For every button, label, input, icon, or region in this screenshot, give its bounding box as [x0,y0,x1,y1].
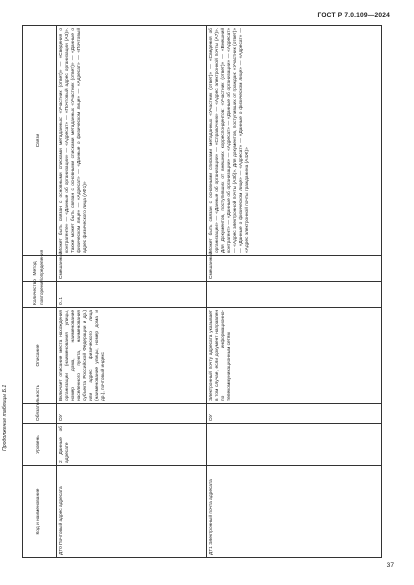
cell-description: Электронный почту адресата указывает в том случае, если документ направлен по информационно-телекоммуникационным сетям [207,308,382,404]
metadata-table [22,25,382,558]
cell-obligation: ОУ [207,404,382,424]
column-header-obligation: Обязательность [23,404,57,424]
document-code: ГОСТ Р 7.0.109—2024 [317,12,390,19]
table-continuation-label: Продолжение таблицы Б.1 [2,384,8,451]
column-header-level: Уровень [23,424,57,466]
cell-code: ДТ0 Почтовый адрес адресата [57,466,207,558]
cell-code: ДТ1 Электронный почта адресата [207,466,382,558]
table-row [57,26,207,558]
page-number: 37 [386,562,394,569]
cell-repeat [207,282,382,308]
column-header-method: Метод определения [23,256,57,282]
cell-method: Смешанный [207,256,382,282]
cell-obligation: ОУ [57,404,207,424]
cell-links: Может быть связан с основными списками метаданных: «Участник (ответ)» — «Сведения о контрагенте» — «Данные об организации» — «Адресат» — «Почтовый адрес организации (АЗ)». Также может быть связан с основными списками метаданных «Участник (ответ)» — «Данные о физическом лице» — «Адресат» — «Данные о физическом лице» — «Адресат» — «Почтовый адрес физического лица (АФ1)» [57,26,207,256]
cell-level: 2 Данные об адресате [57,424,207,466]
cell-description: Включает описание места нахождения организации (наименования улицы, номер дома, наименование населенного пункта, наименования субъекта Российской Федерации и др.) или адрес физического лица (наименование улицы, номер дома и др.), почтовый индекс [57,308,207,404]
cell-repeat: 0..1 [57,282,207,308]
cell-level [207,424,382,466]
column-header-code: Код и наименование [23,466,57,558]
table-header-row [23,26,57,558]
column-header-description: Описание [23,308,57,404]
column-header-links: Связи [23,26,57,256]
column-header-repeat: Количество повторений [23,282,57,308]
cell-links: Может быть связан с основными списками метаданных «Участник (ответ)» — «Сведения об организации» — «Данные об организации» — «Справочник» — «Адрес электронной почты (А7)». Для Документов, поступивших от внешних корреспондентов: «Участник (ответ)» — «Внешний контрагент» — «Данные об организации» — «Адресат» — «Данные об организации» — «Адресат» — «Адрес электронной почты (А3б)». Для документов, поступивших от граждан: «Участник (ответ)» — «Данные о физическом лице» — «Адресат» — «Данные о физическом лице» — «Адресат» — «Адрес электронной почты гражданина (А4Ж)» [207,26,382,256]
cell-method: Смешанный [57,256,207,282]
table-row [207,26,382,558]
metadata-table-rotated [22,26,382,558]
